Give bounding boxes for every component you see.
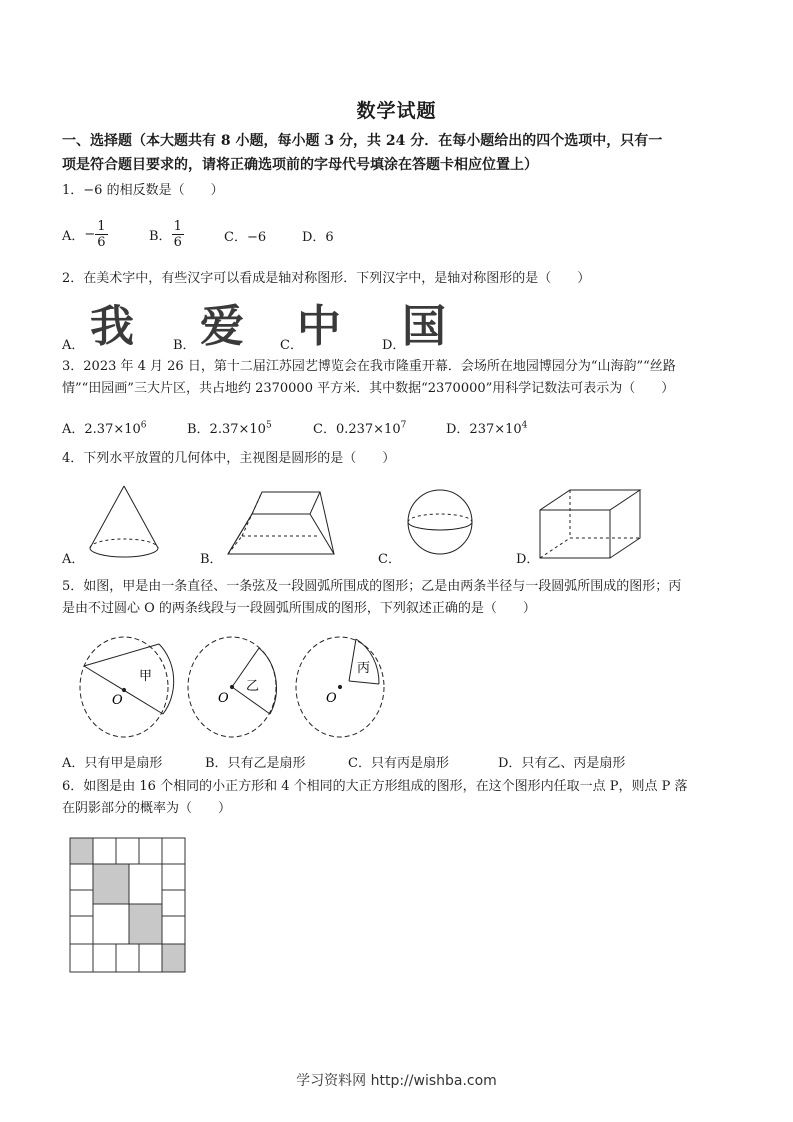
q6-line2: 在阴影部分的概率为（ ） bbox=[62, 801, 232, 816]
q1-option-a-sign: − bbox=[84, 226, 96, 242]
q1-option-a bbox=[62, 214, 108, 254]
grid-small bbox=[162, 864, 185, 890]
circle-bing bbox=[296, 637, 384, 737]
grid-small bbox=[162, 916, 185, 944]
q5-center-o-3: O bbox=[326, 691, 337, 706]
q1-option-a-fraction bbox=[95, 219, 107, 250]
grid-small bbox=[139, 944, 162, 972]
q5-line1: 5．如图，甲是由一条直径、一条弦及一段圆弧所围成的图形；乙是由两条半径与一段圆弧所围成的图形；丙 bbox=[62, 579, 682, 594]
q4-option-b-label: B． bbox=[200, 552, 223, 567]
grid-small bbox=[70, 944, 93, 972]
question-2-stem: 2．在美术字中，有些汉字可以看成是轴对称图形．下列汉字中，是轴对称图形的是（ ） bbox=[62, 271, 591, 286]
q5-label-jia: 甲 bbox=[139, 669, 153, 684]
q4-option-c-label: C． bbox=[378, 552, 401, 567]
q6-line1: 6．如图是由 16 个相同的小正方形和 4 个相同的大正方形组成的图形，在这个图形内任取一点 P，则点 P 落 bbox=[62, 779, 688, 794]
grid-small bbox=[162, 890, 185, 916]
q5-option-d: D．只有乙、丙是扇形 bbox=[498, 756, 626, 771]
circle-yi bbox=[188, 637, 276, 737]
q3-option-b-exponent: 5 bbox=[265, 420, 272, 431]
q1-option-a-label: A． bbox=[62, 228, 85, 244]
grid-small bbox=[93, 944, 116, 972]
q3-line2: 情”“田园画”三大片区，共占地约 2370000 平方米．其中数据“2370000”用科学记数法可表示为（ ） bbox=[62, 381, 675, 396]
q2-option-a-label: A． bbox=[62, 338, 85, 353]
grid-small bbox=[70, 916, 93, 944]
q1-option-b bbox=[149, 214, 184, 254]
frustum-figure bbox=[228, 492, 334, 554]
grid-big-shaded bbox=[93, 864, 129, 904]
grid-small bbox=[139, 838, 162, 864]
numerator: 1 bbox=[97, 218, 106, 234]
q6-grid-figure bbox=[70, 838, 188, 974]
q4-option-a-label: A． bbox=[62, 552, 85, 567]
section-header-line2: 项是符合题目要求的，请将正确选项前的字母代号填涂在答题卡相应位置上） bbox=[62, 157, 538, 173]
q3-line1: 3．2023 年 4 月 26 日，第十二届江苏园艺博览会在我市隆重开幕．会场所在地园博园分为“山海韵”“丝路 bbox=[62, 359, 676, 374]
q5-circles-figure bbox=[62, 630, 392, 745]
section-header bbox=[62, 129, 742, 177]
grid-small bbox=[70, 890, 93, 916]
q2-char-zhong: 中 bbox=[297, 301, 341, 352]
q2-option-b-label: B． bbox=[173, 338, 196, 353]
q5-option-c: C．只有丙是扇形 bbox=[348, 756, 449, 771]
q1-option-c: C．−6 bbox=[224, 230, 267, 245]
question-5-stem bbox=[62, 576, 742, 620]
q2-char-guo: 国 bbox=[402, 301, 446, 352]
grid-small-shaded bbox=[70, 838, 93, 864]
grid-small bbox=[116, 838, 139, 864]
q5-option-b: B．只有乙是扇形 bbox=[205, 756, 306, 771]
circle-jia bbox=[80, 637, 174, 737]
q3-option-d-text: D．237×10 bbox=[446, 422, 522, 437]
q3-option-a-text: A．2.37×10 bbox=[62, 422, 141, 437]
numerator: 1 bbox=[173, 218, 182, 234]
q3-option-c bbox=[313, 418, 406, 437]
q2-option-d-label: D． bbox=[382, 338, 406, 353]
q3-option-c-exponent: 7 bbox=[400, 420, 407, 431]
q1-option-b-fraction bbox=[172, 219, 184, 250]
grid-small-shaded bbox=[162, 944, 185, 972]
question-3-stem bbox=[62, 356, 742, 400]
q3-option-b bbox=[187, 418, 272, 437]
q5-center-o-2: O bbox=[218, 691, 229, 706]
denominator: 6 bbox=[97, 234, 106, 250]
q1-option-d: D．6 bbox=[302, 230, 334, 245]
denominator: 6 bbox=[173, 234, 182, 250]
sphere-figure bbox=[408, 490, 472, 554]
section-header-line1: 一、选择题（本大题共有 8 小题，每小题 3 分，共 24 分．在每小题给出的四个选项中，只有一 bbox=[62, 133, 663, 149]
q2-char-wo: 我 bbox=[90, 301, 134, 352]
q3-option-b-text: B．2.37×10 bbox=[187, 422, 266, 437]
footer-watermark: 学习资料网 http://wishba.com bbox=[296, 1073, 497, 1089]
grid-small bbox=[116, 944, 139, 972]
q3-option-d-exponent: 4 bbox=[521, 420, 528, 431]
grid-big bbox=[129, 864, 162, 904]
grid-big bbox=[93, 904, 129, 944]
grid-big-shaded bbox=[129, 904, 162, 944]
q3-option-a-exponent: 6 bbox=[140, 420, 147, 431]
q3-option-a bbox=[62, 418, 147, 437]
question-6-stem bbox=[62, 776, 742, 820]
q5-line2: 是由不过圆心 O 的两条线段与一段圆弧所围成的图形，下列叙述正确的是（ ） bbox=[62, 601, 536, 616]
q3-option-c-text: C．0.237×10 bbox=[313, 422, 401, 437]
grid-small bbox=[93, 838, 116, 864]
q3-option-d bbox=[446, 418, 527, 437]
q5-center-o-1: O bbox=[112, 693, 123, 708]
question-4-stem: 4．下列水平放置的几何体中，主视图是圆形的是（ ） bbox=[62, 451, 396, 466]
q5-option-a: A．只有甲是扇形 bbox=[62, 756, 163, 771]
cone-figure bbox=[90, 486, 158, 557]
grid-small bbox=[70, 864, 93, 890]
page-title: 数学试题 bbox=[356, 100, 437, 122]
q5-label-yi: 乙 bbox=[246, 679, 260, 694]
q5-label-bing: 丙 bbox=[357, 661, 371, 676]
grid-small bbox=[162, 838, 185, 864]
q2-char-ai: 爱 bbox=[200, 301, 244, 352]
q2-option-c-label: C． bbox=[280, 338, 303, 353]
question-1-stem: 1．−6 的相反数是（ ） bbox=[62, 183, 224, 198]
q4-option-d-label: D． bbox=[516, 552, 540, 567]
cuboid-figure bbox=[540, 490, 640, 558]
q1-option-b-label: B． bbox=[149, 228, 172, 244]
q4-solids-figure bbox=[62, 478, 542, 568]
